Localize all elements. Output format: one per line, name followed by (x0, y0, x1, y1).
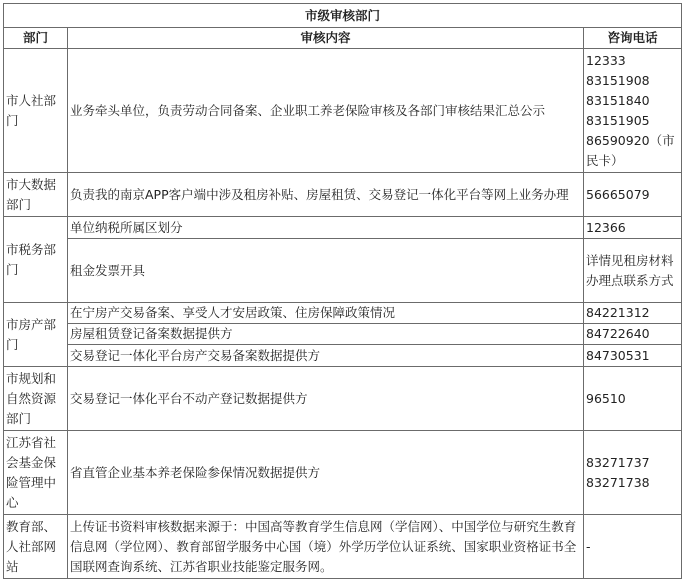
phone-number: 86590920（市民卡） (586, 132, 675, 168)
dept-cell: 市大数据部门 (4, 173, 68, 217)
phone-number: 83151905 (586, 112, 650, 128)
phone-number: 83151908 (586, 72, 650, 88)
table-row (4, 515, 682, 579)
phone-cell (584, 431, 682, 515)
dept-cell: 市规划和自然资源部门 (4, 367, 68, 431)
phone-cell (584, 345, 682, 367)
table-row (4, 49, 682, 173)
phone-number: 83271737 (586, 454, 650, 470)
phone-number: 84221312 (586, 305, 650, 320)
table-row (4, 303, 682, 324)
content-cell: 交易登记一体化平台房产交易备案数据提供方 (68, 345, 584, 367)
table-row (4, 367, 682, 431)
phone-cell (584, 173, 682, 217)
phone-number: - (586, 538, 591, 554)
phone-cell (584, 324, 682, 345)
dept-cell: 教育部、人社部网站 (4, 515, 68, 579)
header-dept: 部门 (4, 28, 68, 49)
dept-cell: 市人社部门 (4, 49, 68, 173)
phone-number: 96510 (586, 390, 626, 406)
phone-number: 12366 (586, 219, 626, 235)
content-cell: 交易登记一体化平台不动产登记数据提供方 (68, 367, 584, 431)
phone-number: 83271738 (586, 474, 650, 490)
content-cell: 负责我的南京APP客户端中涉及租房补贴、房屋租赁、交易登记一体化平台等网上业务办理 (68, 173, 584, 217)
content-cell: 上传证书资料审核数据来源于：中国高等教育学生信息网（学信网）、中国学位与研究生教育信息网（学位网）、教育部留学服务中心国（境）外学历学位认证系统、国家职业资格证书全国联网查询系统、江苏省职业技能鉴定服务网。 (68, 515, 584, 579)
dept-cell: 江苏省社会基金保险管理中心 (4, 431, 68, 515)
content-cell: 在宁房产交易备案、享受人才安居政策、住房保障政策情况 (68, 303, 584, 324)
content-cell: 房屋租赁登记备案数据提供方 (68, 324, 584, 345)
phone-number: 84730531 (586, 347, 650, 363)
content-cell: 省直管企业基本养老保险参保情况数据提供方 (68, 431, 584, 515)
dept-cell: 市税务部门 (4, 217, 68, 303)
phone-number: 详情见租房材料办理点联系方式 (586, 252, 674, 288)
phone-number: 12333 (586, 52, 626, 68)
phone-cell (584, 49, 682, 173)
phone-cell (584, 303, 682, 324)
header-row (4, 28, 682, 49)
table-row (4, 217, 682, 239)
table-row (4, 173, 682, 217)
content-cell: 租金发票开具 (68, 239, 584, 303)
header-content: 审核内容 (68, 28, 584, 49)
content-cell: 业务牵头单位，负责劳动合同备案、企业职工养老保险审核及各部门审核结果汇总公示 (68, 49, 584, 173)
phone-cell (584, 367, 682, 431)
title-row (4, 4, 682, 28)
table-row (4, 345, 682, 367)
table-row (4, 324, 682, 345)
phone-number: 84722640 (586, 326, 650, 341)
dept-cell: 市房产部门 (4, 303, 68, 367)
content-cell: 单位纳税所属区划分 (68, 217, 584, 239)
phone-cell (584, 217, 682, 239)
phone-cell (584, 515, 682, 579)
table-row (4, 239, 682, 303)
table-row (4, 431, 682, 515)
phone-number: 83151840 (586, 92, 650, 108)
phone-number: 56665079 (586, 186, 650, 202)
audit-department-table (3, 3, 682, 579)
phone-cell (584, 239, 682, 303)
header-phone: 咨询电话 (584, 28, 682, 49)
table-title: 市级审核部门 (4, 4, 682, 28)
